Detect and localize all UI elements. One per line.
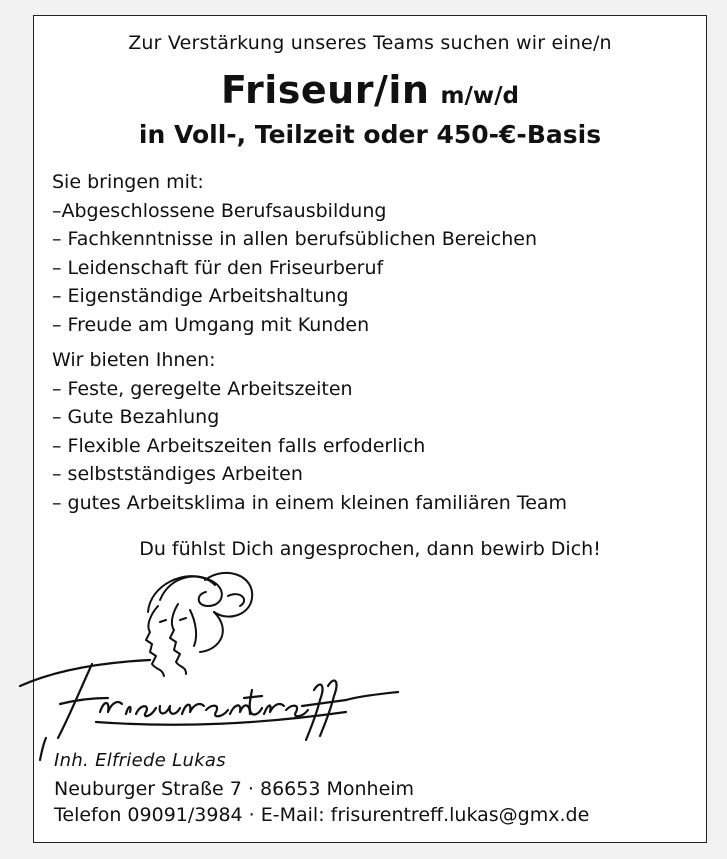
requirements-heading: Sie bringen mit: <box>52 171 204 193</box>
offer-item: – Gute Bezahlung <box>52 406 220 428</box>
address-line: Neuburger Straße 7 · 86653 Monheim <box>54 778 415 800</box>
requirement-item: – Freude am Umgang mit Kunden <box>52 313 370 336</box>
requirement-item: – Leidenschaft für den Friseurberuf <box>52 256 384 279</box>
offer-item: – selbstständiges Arbeiten <box>52 463 303 485</box>
contact-block <box>54 776 589 828</box>
offer-item: – Feste, geregelte Arbeitszeiten <box>52 377 353 400</box>
contact-line: Telefon 09091/3984 · E-Mail: frisurentreff.lukas@gmx.de <box>54 804 590 826</box>
closing-call-to-action: Du fühlst Dich angesprochen, dann bewirb Dich! <box>139 538 601 560</box>
requirement-item: – Eigenständige Arbeitshaltung <box>52 285 349 307</box>
owner-name: Inh. Elfriede Lukas <box>54 750 226 771</box>
requirements-section <box>52 168 537 339</box>
requirement-item: – Fachkenntnisse in allen berufsüblichen Bereichen <box>52 228 538 250</box>
job-title-line <box>34 68 706 112</box>
employment-type: in Voll-, Teilzeit oder 450-€-Basis <box>138 120 602 149</box>
intro-text: Zur Verstärkung unseres Teams suchen wir eine/n <box>128 32 612 54</box>
offers-section <box>52 346 567 517</box>
job-title: Friseur/in <box>220 68 430 112</box>
offer-item: – Flexible Arbeitszeiten falls erfoderlich <box>52 434 426 457</box>
job-advertisement <box>33 15 707 843</box>
requirement-item: –Abgeschlossene Berufsausbildung <box>52 199 387 222</box>
offer-item: – gutes Arbeitsklima in einem kleinen familiären Team <box>52 491 568 514</box>
offers-heading: Wir bieten Ihnen: <box>52 349 216 371</box>
gender-suffix: m/w/d <box>440 83 519 109</box>
